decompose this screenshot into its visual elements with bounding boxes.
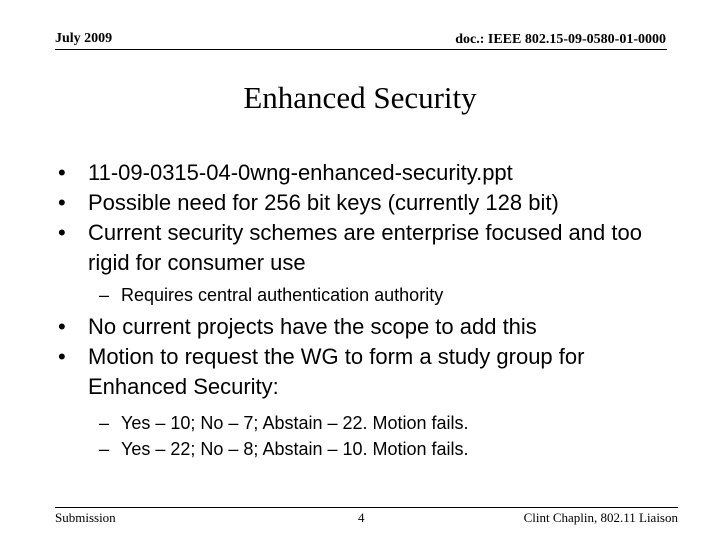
bullet-item — [58, 158, 668, 188]
sub-bullet-item — [58, 282, 668, 308]
sub-bullet-text: Yes – 10; No – 7; Abstain – 22. Motion fails. — [121, 413, 469, 433]
bullet-glyph: • — [58, 190, 66, 215]
sub-bullet-text: Requires central authentication authority — [121, 285, 444, 305]
dash-glyph: – — [99, 439, 110, 459]
bullet-glyph: • — [58, 220, 66, 245]
bullet-glyph: • — [58, 344, 66, 369]
slide-title: Enhanced Security — [243, 80, 477, 115]
footer-rule — [55, 507, 678, 508]
bullet-item — [58, 312, 668, 342]
bullet-text: Motion to request the WG to form a study group for Enhanced Security: — [88, 344, 585, 399]
bullet-text: Possible need for 256 bit keys (currently 128 bit) — [88, 190, 559, 215]
bullet-item — [58, 342, 668, 402]
bullet-text: No current projects have the scope to add this — [88, 314, 537, 339]
sub-bullet-text: Yes – 22; No – 8; Abstain – 10. Motion fails. — [121, 439, 469, 459]
bullet-text: Current security schemes are enterprise focused and too rigid for consumer use — [88, 220, 642, 275]
dash-glyph: – — [99, 413, 110, 433]
bullet-text: 11-09-0315-04-0wng-enhanced-security.ppt — [88, 160, 513, 185]
dash-glyph: – — [99, 285, 110, 305]
page-number: 4 — [358, 510, 365, 525]
slide-body — [58, 158, 668, 462]
sub-bullet-item — [58, 410, 668, 436]
bullet-item — [58, 218, 668, 278]
header-rule — [55, 49, 667, 50]
sub-bullet-item — [58, 436, 668, 462]
header-doc-id: doc.: IEEE 802.15-09-0580-01-0000 — [455, 32, 666, 47]
bullet-glyph: • — [58, 314, 66, 339]
footer-submission: Submission — [55, 510, 116, 525]
footer-author: Clint Chaplin, 802.11 Liaison — [523, 510, 678, 525]
header-date: July 2009 — [55, 31, 113, 46]
bullet-item — [58, 188, 668, 218]
bullet-glyph: • — [58, 160, 66, 185]
